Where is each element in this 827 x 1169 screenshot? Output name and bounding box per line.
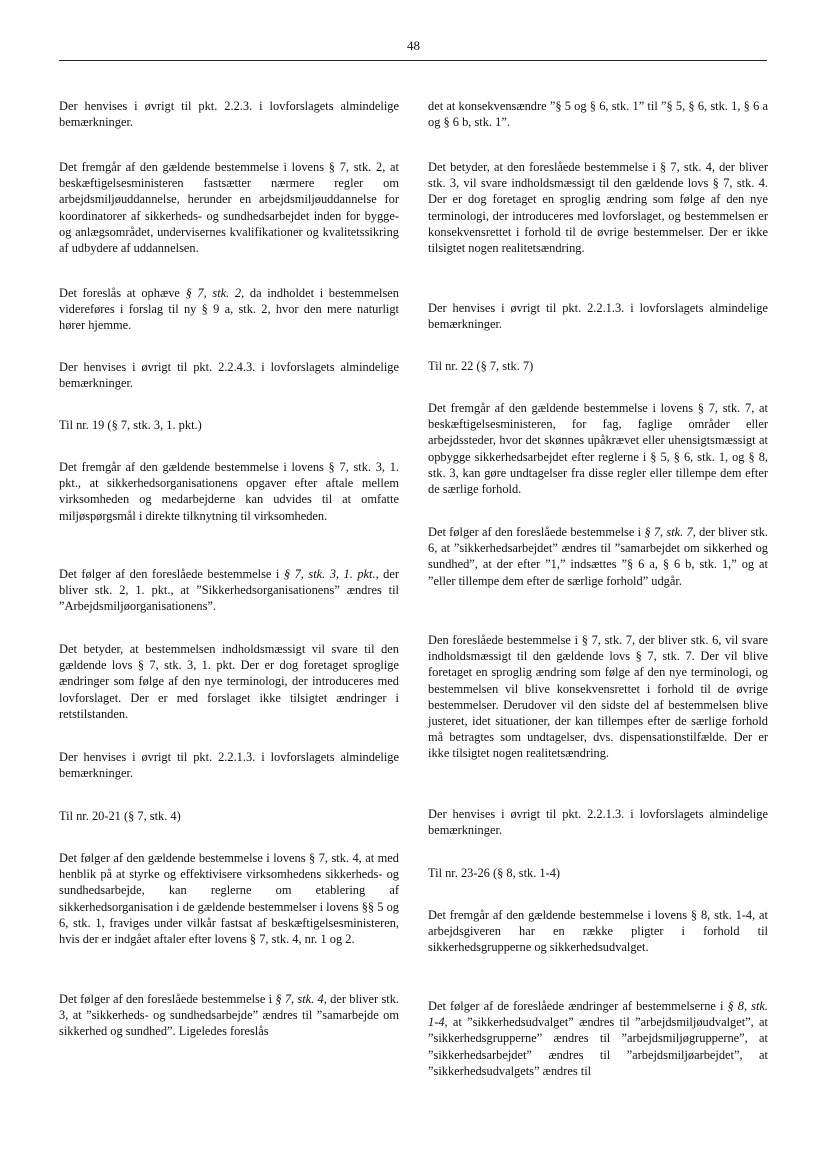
paragraph: Der henvises i øvrigt til pkt. 2.2.4.3. i lovforslagets almindelige bemærkninger. xyxy=(59,360,399,391)
paragraph: Det betyder, at bestemmelsen indholdsmæssigt vil svare til den gældende lovs § 7, stk. 3, 1. pkt. Der er dog foretaget sproglige ændringer som følge af den nye terminologi, der introduceres med lovforslaget. Der er med forslaget ikke tilsigtet ændringer i retstilstanden. xyxy=(59,642,399,721)
page-number: 48 xyxy=(407,38,420,53)
paragraph: Der henvises i øvrigt til pkt. 2.2.1.3. i lovforslagets almindelige bemærkninger. xyxy=(59,750,399,781)
paragraph: Det følger af den foreslåede bestemmelse i § 7, stk. 3, 1. pkt., der bliver stk. 2, 1. pkt., at ”Sikkerhedsorganisationens” ændres til ”Arbejdsmiljøorganisationens”. xyxy=(59,567,399,614)
paragraph: Det fremgår af den gældende bestemmelse i lovens § 7, stk. 7, at beskæftigelsesministeren, for fag, faglige områder eller arbejdssteder, hvor det skønnes upåkrævet eller uhensigtsmæssigt at opbygge sikkerhedsarbejdet efter reglerne i § 5, § 6, stk. 1, og § 8, stk. 3, kan gøre undtagelser fra disse regler eller tillempe dem efter de særlige forhold. xyxy=(428,401,768,497)
section-heading: Til nr. 19 (§ 7, stk. 3, 1. pkt.) xyxy=(59,418,202,432)
paragraph: Det betyder, at den foreslåede bestemmelse i § 7, stk. 4, der bliver stk. 3, vil svare indholdsmæssigt til den gældende lovs § 7, stk. 4. Der er dog foretaget en sproglig ændring som følge af den nye terminologi, der introduceres med lovforslaget, og bestemmelsen er konsekvensrettet i forhold til de øvrige bestemmelser. Der er ikke tilsigtet nogen realitetsændring. xyxy=(428,160,768,256)
paragraph: Det foreslås at ophæve § 7, stk. 2, da indholdet i bestemmelsen videreføres i forslag til ny § 9 a, stk. 2, hvor den mere naturligt hører hjemme. xyxy=(59,286,400,333)
paragraph: Det følger af den foreslåede bestemmelse i § 7, stk. 7, der bliver stk. 6, at ”sikkerhedsarbejdet” ændres til ”samarbejdet om sikkerhed og sundhed”, at der efter ”1,” indsættes ”§ 6 a, § 6 b, stk. 1,” og at ”eller tillempe dem efter de særlige forhold” udgår. xyxy=(428,525,768,588)
section-heading: Til nr. 23-26 (§ 8, stk. 1-4) xyxy=(428,866,561,880)
paragraph: det at konsekvensændre ”§ 5 og § 6, stk. 1” til ”§ 5, § 6, stk. 1, § 6 a og § 6 b, stk. 1”. xyxy=(428,99,768,130)
paragraph: Det fremgår af den gældende bestemmelse i lovens § 8, stk. 1-4, at arbejdsgiveren har en række pligter i forhold til sikkerhedsgrupperne og sikkerhedsudvalget. xyxy=(428,908,768,955)
paragraph: Der henvises i øvrigt til pkt. 2.2.3. i lovforslagets almindelige bemærkninger. xyxy=(59,99,399,130)
header-rule xyxy=(59,60,767,61)
section-heading: Til nr. 22 (§ 7, stk. 7) xyxy=(428,359,534,373)
paragraph: Der henvises i øvrigt til pkt. 2.2.1.3. i lovforslagets almindelige bemærkninger. xyxy=(428,301,768,332)
paragraph: Det fremgår af den gældende bestemmelse i lovens § 7, stk. 3, 1. pkt., at sikkerhedsorganisationens opgaver efter aftale mellem virksomheden og medarbejderne kan udvides til at omfatte miljøspørgsmål i direkte tilknytning til virksomheden. xyxy=(59,460,399,523)
paragraph: Det følger af den foreslåede bestemmelse i § 7, stk. 4, der bliver stk. 3, at ”sikkerheds- og sundhedsarbejde” ændres til ”samarbejde om sikkerhed og sundhed”. Ligeledes foreslås xyxy=(59,992,399,1039)
paragraph: Det følger af de foreslåede ændringer af bestemmelserne i § 8, stk. 1-4, at ”sikkerhedsudvalget” ændres til ”arbejdsmiljøudvalget”, at ”sikkerhedsgrupperne” ændres til ”arbejdsmiljøgrupperne”, at ”sikkerhedsarbejdet” ændres til ”arbejdsmiljøarbejdet”, at ”sikkerhedsudvalgets” ændres til xyxy=(428,999,768,1078)
paragraph: Der henvises i øvrigt til pkt. 2.2.1.3. i lovforslagets almindelige bemærkninger. xyxy=(428,807,768,838)
paragraph: Det fremgår af den gældende bestemmelse i lovens § 7, stk. 2, at beskæftigelsesministeren fastsætter nærmere regler om arbejdsmiljøuddannelse, herunder en arbejdsmiljøuddannelse for koordinatorer af sikkerheds- og sundhedsarbejdet inden for bygge- og anlægsområdet, undervisernes kvalifikationer og kvalitetssikring af udbydere af uddannelsen. xyxy=(59,160,399,256)
paragraph: Det følger af den gældende bestemmelse i lovens § 7, stk. 4, at med henblik på at styrke og effektivisere virksomhedens sikkerheds- og sundhedsarbejde, kan reglerne om etablering af sikkerhedsorganisation i de gældende bestemmelser i lovens §§ 5 og 6, stk. 1, fraviges under vilkår fastsat af beskæftigelsesministeren, hvis der er indgået aftaler efter lovens § 7, stk. 4, nr. 1 og 2. xyxy=(59,851,399,947)
paragraph: Den foreslåede bestemmelse i § 7, stk. 7, der bliver stk. 6, vil svare indholdsmæssigt til den gældende lovs § 7, stk. 7. Der vil blive foretaget en sproglig ændring som følge af den nye terminologi, og bestemmelsen vil blive konsekvensrettet i forhold til de øvrige bestemmelser. Derudover vil den sidste del af bestemmelsen blive justeret, idet situationer, der kan tillempes efter de særlige forhold må betragtes som undtagelser, dvs. dispensationstilfælde. Der er ikke tilsigtet nogen realitetsændring. xyxy=(428,633,768,761)
section-heading: Til nr. 20-21 (§ 7, stk. 4) xyxy=(59,809,181,823)
